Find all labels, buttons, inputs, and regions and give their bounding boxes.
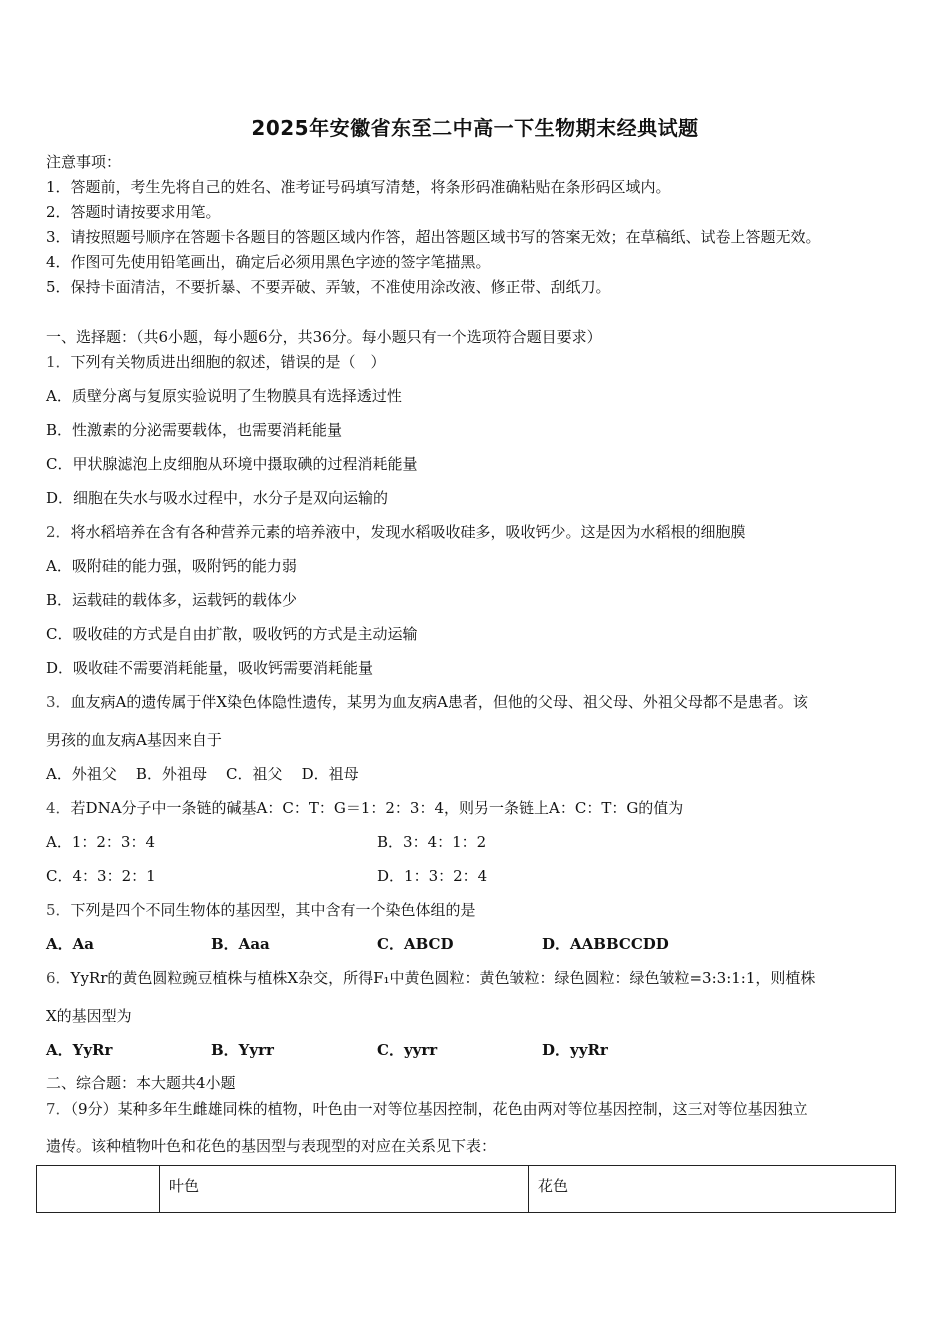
q1-option-a: A．质壁分离与复原实验说明了生物膜具有选择透过性 (46, 387, 402, 405)
section1-heading: 一、选择题：（共6小题，每小题6分，共36分。每小题只有一个选项符合题目要求） (46, 328, 602, 346)
notice-heading: 注意事项： (46, 153, 122, 171)
question-number: 1． (46, 353, 71, 371)
question-2-stem (46, 522, 746, 542)
question-number: 5． (46, 901, 71, 919)
question-5-stem (46, 900, 476, 920)
question-1-stem (46, 352, 386, 372)
question-text: 将水稻培养在含有各种营养元素的培养液中，发现水稻吸收硅多，吸收钙少。这是因为水稻根的细胞膜 (70, 523, 746, 541)
question-number: 7． (46, 1100, 71, 1118)
question-3-stem (46, 692, 808, 712)
q4-option-b: B．3：4：1：2 (377, 833, 487, 851)
q4-option-c: C．4：3：2：1 (46, 867, 156, 885)
q2-option-c: C．吸收硅的方式是自由扩散，吸收钙的方式是主动运输 (46, 625, 418, 643)
q3-option-a: A．外祖父 (46, 765, 117, 783)
q2-option-d: D．吸收硅不需要消耗能量，吸收钙需要消耗能量 (46, 659, 374, 677)
question-text: 下列是四个不同生物体的基因型，其中含有一个染色体组的是 (70, 901, 476, 919)
q5-option-c: C．ABCD (377, 935, 454, 953)
q6-option-b: B．Yyrr (211, 1041, 274, 1059)
q1-option-b: B．性激素的分泌需要载体，也需要消耗能量 (46, 421, 343, 439)
q3-option-d: D．祖母 (301, 765, 359, 783)
question-6-stem-cont: X的基因型为 (46, 1007, 132, 1025)
question-text: （9分）某种多年生雌雄同株的植物，叶色由一对等位基因控制，花色由两对等位基因控制，这三对等位基因独立 (70, 1100, 808, 1118)
q2-option-a: A．吸附硅的能力强，吸附钙的能力弱 (46, 557, 297, 575)
q5-option-b: B．Aaa (211, 935, 270, 953)
question-number: 4． (46, 799, 71, 817)
q3-option-b: B．外祖母 (135, 765, 207, 783)
q3-options (46, 764, 359, 784)
q3-option-c: C．祖父 (226, 765, 283, 783)
table-header-leaf-color: 叶色 (160, 1166, 529, 1212)
page-title: 2025年安徽省东至二中高一下生物期末经典试题 (251, 116, 699, 140)
question-6-stem (46, 968, 815, 988)
table-header-flower-color: 花色 (538, 1177, 569, 1195)
question-number: 2． (46, 523, 71, 541)
q1-option-c: C．甲状腺滤泡上皮细胞从环境中摄取碘的过程消耗能量 (46, 455, 418, 473)
notice-item: 2．答题时请按要求用笔。 (46, 203, 221, 221)
question-number: 3． (46, 693, 71, 711)
q5-option-d: D．AABBCCDD (542, 935, 669, 953)
q6-option-c: C．yyrr (377, 1041, 438, 1059)
q4-option-d: D．1：3：2：4 (377, 867, 488, 885)
question-4-stem (46, 798, 683, 818)
question-number: 6． (46, 969, 71, 987)
question-text: YyRr的黄色圆粒豌豆植株与植株X杂交，所得F₁中黄色圆粒：黄色皱粒：绿色圆粒：绿色皱粒=3:3:1:1，则植株 (70, 969, 816, 987)
question-text: 血友病A的遗传属于伴X染色体隐性遗传，某男为血友病A患者，但他的父母、祖父母、外祖父母都不是患者。该 (70, 693, 808, 711)
notice-item: 5．保持卡面清洁，不要折暴、不要弄破、弄皱，不准使用涂改液、修正带、刮纸刀。 (46, 278, 611, 296)
notice-item: 3．请按照题号顺序在答题卡各题目的答题区域内作答，超出答题区域书写的答案无效；在草稿纸、试卷上答题无效。 (46, 228, 821, 246)
q6-option-d: D．yyRr (542, 1041, 608, 1059)
genotype-phenotype-table (36, 1165, 896, 1213)
q4-option-a: A．1：2：3：4 (46, 833, 156, 851)
question-7-stem-cont: 遗传。该种植物叶色和花色的基因型与表现型的对应在关系见下表： (46, 1137, 497, 1155)
question-3-stem-cont: 男孩的血友病A基因来自于 (46, 731, 222, 749)
question-text: 下列有关物质进出细胞的叙述，错误的是（ ） (70, 353, 386, 371)
table-header-cell (37, 1166, 160, 1212)
q6-option-a: A．YyRr (46, 1041, 113, 1059)
notice-item: 4．作图可先使用铅笔画出，确定后必须用黑色字迹的签字笔描黑。 (46, 253, 491, 271)
q1-option-d: D．细胞在失水与吸水过程中，水分子是双向运输的 (46, 489, 389, 507)
q5-option-a: A．Aa (46, 935, 94, 953)
q2-option-b: B．运载硅的载体多，运载钙的载体少 (46, 591, 298, 609)
question-7-stem (46, 1099, 808, 1119)
section2-heading: 二、综合题：本大题共4小题 (46, 1074, 236, 1092)
question-text: 若DNA分子中一条链的碱基A：C：T：G＝1：2：3：4，则另一条链上A：C：T：G的值为 (70, 799, 684, 817)
notice-item: 1．答题前，考生先将自己的姓名、准考证号码填写清楚，将条形码准确粘贴在条形码区域内。 (46, 178, 671, 196)
